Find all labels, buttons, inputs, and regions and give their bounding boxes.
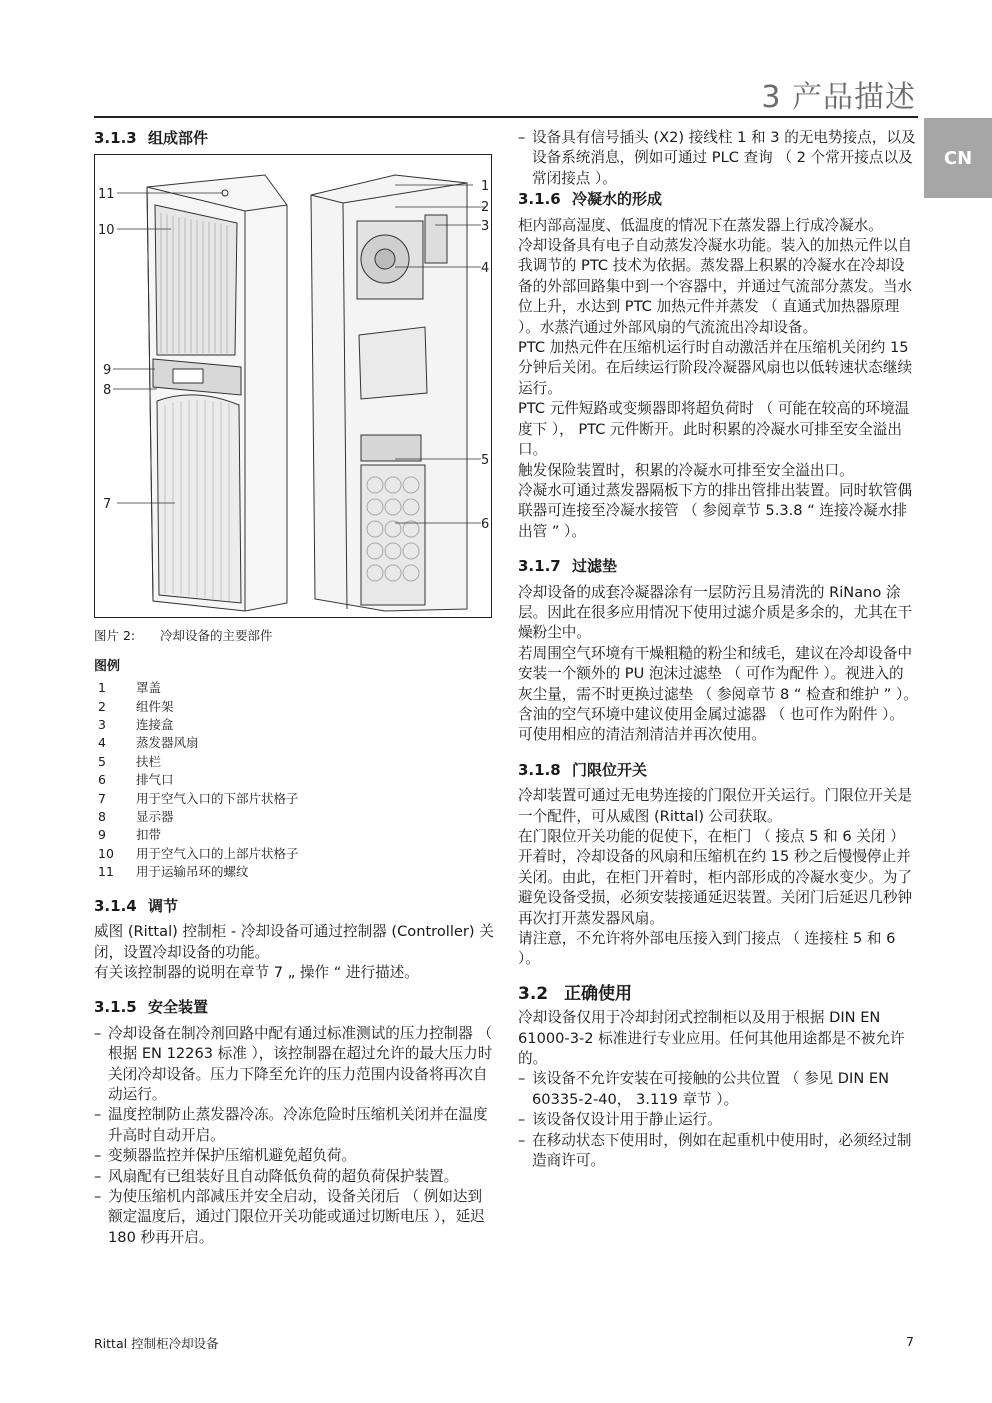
list-item: – 在移动状态下使用时，例如在起重机中使用时，必须经过制造商许可。 — [518, 1131, 918, 1172]
list-item: – 设备具有信号插头 (X2) 接线柱 1 和 3 的无电势接点，以及设备系统消息，例如可通过 PLC 查询 （ 2 个常开接点以及常闭接点 ）。 — [518, 128, 918, 189]
safety-list-continued — [518, 128, 918, 189]
section-heading-3-1-5: 3.1.5 安全装置 — [94, 998, 209, 1017]
header-rule — [94, 116, 918, 118]
cooling-unit-illustration — [95, 155, 491, 617]
section-heading-3-1-3: 3.1.3 组成部件 — [94, 129, 209, 147]
section-3-1-6 — [518, 189, 918, 542]
callout-2: 2 — [481, 200, 490, 216]
list-item: – 变频器监控并保护压缩机避免超负荷。 — [94, 1146, 496, 1166]
list-item: – 为使压缩机内部减压并安全启动，设备关闭后 （ 例如达到额定温度后，通过门限位开关功能或通过切断电压 ），延迟 180 秒再开启。 — [94, 1187, 496, 1248]
section-3-1-4 — [94, 896, 496, 984]
callout-8: 8 — [103, 383, 112, 399]
page-header-title: 3 产品描述 — [761, 80, 916, 115]
front-unit-drawing — [147, 175, 287, 611]
legend-list — [94, 679, 496, 881]
paragraph: 冷却设备具有电子自动蒸发冷凝水功能。装入的加热元件以自我调节的 PTC 技术为依据。蒸发器上积累的冷凝水在冷却设备的外部回路集中到一个容器中，并通过气流部分蒸发。当水位上升，水达到 PTC 加热元件并蒸发 （ 直通式加热器原理 ）。水蒸汽通过外部风扇的气流流出冷却设备。 — [518, 237, 913, 336]
list-item: – 该设备仅设计用于静止运行。 — [518, 1110, 918, 1130]
footer-title: Rittal 控制柜冷却设备 — [94, 1336, 219, 1351]
legend-item: 8 显示器 — [98, 809, 174, 825]
section-heading-3-1-4: 3.1.4 调节 — [94, 896, 179, 915]
paragraph: 请注意，不允许将外部电压接入到门接点 （ 连接柱 5 和 6 ）。 — [518, 930, 896, 968]
legend-item: 9 扣带 — [98, 827, 162, 843]
legend-item: 3 连接盒 — [98, 717, 174, 733]
right-column — [518, 128, 918, 1186]
paragraph: 有关该控制器的说明在章节 7 „ 操作 “ 进行描述。 — [94, 963, 419, 981]
usage-list — [518, 1069, 918, 1171]
language-tab: CN — [924, 118, 992, 198]
legend-title: 图例 — [94, 658, 121, 674]
paragraph: PTC 元件短路或变频器即将超负荷时 （ 可能在较高的环境温度下 ）， PTC 元件断开。此时积累的冷凝水可排至安全溢出口。 — [518, 400, 910, 459]
list-item: – 该设备不允许安装在可接触的公共位置 （ 参见 DIN EN 60335-2-40， 3.119 章节 ）。 — [518, 1069, 918, 1110]
list-item: – 冷却设备在制冷剂回路中配有通过标准测试的压力控制器 （ 根据 EN 12263 标准 ），该控制器在超过允许的最大压力时关闭冷却设备。压力下降至允许的压力范围内设备将再次自动运行。 — [94, 1024, 496, 1106]
legend-item: 6 排气口 — [98, 772, 174, 788]
callout-1: 1 — [481, 179, 490, 195]
paragraph: 冷却设备的成套冷凝器涂有一层防污且易清洗的 RiNano 涂层。因此在很多应用情况下使用过滤介质是多余的，尤其在干燥粉尘中。 — [518, 583, 913, 642]
paragraph: 在门限位开关功能的促使下，在柜门 （ 接点 5 和 6 关闭 ）开着时，冷却设备的风扇和压缩机在约 15 秒之后慢慢停止并关闭。由此，在柜门开着时，柜内部形成的冷凝水变少。为了避免设备受损，必须安装接通延迟装置。关闭门后延迟几秒钟再次打开蒸发器风扇。 — [518, 828, 913, 927]
callout-5: 5 — [481, 453, 490, 469]
section-heading-3-1-6: 3.1.6 冷凝水的形成 — [518, 190, 663, 209]
list-item: – 温度控制防止蒸发器冷冻。冷冻危险时压缩机关闭并在温度升高时自动开启。 — [94, 1105, 496, 1146]
legend-item: 7 用于空气入口的下部片状格子 — [98, 790, 299, 806]
page-number: 7 — [906, 1334, 914, 1349]
section-3-1-8 — [518, 760, 918, 970]
section-3-1-7 — [518, 556, 918, 746]
callout-9: 9 — [103, 363, 112, 379]
paragraph: PTC 加热元件在压缩机运行时自动激活并在压缩机关闭约 15 分钟后关闭。在后续运行阶段冷凝器风扇也以低转速状态继续运行。 — [518, 339, 913, 397]
paragraph: 冷却装置可通过无电势连接的门限位开关运行。门限位开关是一个配件，可从威图 (Rittal) 公司获取。 — [518, 787, 913, 825]
callout-7: 7 — [103, 497, 112, 513]
legend-item: 11 用于运输吊环的螺纹 — [98, 864, 249, 880]
paragraph: 含油的空气环境中建议使用金属过滤器 （ 也可作为附件 ）。可使用相应的清洁剂清洁并再次使用。 — [518, 705, 905, 744]
figure-caption: 图片 2: 冷却设备的主要部件 — [94, 628, 273, 644]
legend-item: 10 用于空气入口的上部片状格子 — [98, 845, 299, 861]
legend-item: 4 蒸发器风扇 — [98, 735, 199, 751]
paragraph: 冷却设备仅用于冷却封闭式控制柜以及用于根据 DIN EN 61000-3-2 标准进行专业应用。任何其他用途都是不被允许的。 — [518, 1009, 905, 1068]
left-column — [94, 128, 496, 1262]
figure-cooling-unit — [94, 154, 492, 618]
section-heading-3-1-7: 3.1.7 过滤垫 — [518, 557, 618, 576]
callout-3: 3 — [481, 219, 490, 235]
section-heading-3-2: 3.2 正确使用 — [518, 983, 632, 1004]
paragraph: 若周围空气环境有干燥粗糙的粉尘和绒毛，建议在冷却设备中安装一个额外的 PU 泡沫过滤垫 （ 可作为配件 ）。视进入的灰尘量，需不时更换过滤垫 （ 参阅章节 8 “ 检查和维护 ” ）。 — [518, 644, 918, 703]
paragraph: 冷凝水可通过蒸发器隔板下方的排出管排出装置。同时软管偶联器可连接至冷凝水接管 （ 参阅章节 5.3.8 “ 连接冷凝水排出管 ” ）。 — [518, 481, 913, 540]
section-3-1-5 — [94, 997, 496, 1248]
legend-item: 1 罩盖 — [98, 680, 162, 696]
callout-11: 11 — [98, 187, 115, 203]
safety-list — [94, 1024, 496, 1248]
section-3-2 — [518, 984, 918, 1172]
paragraph: 触发保险装置时，积累的冷凝水可排至安全溢出口。 — [518, 461, 854, 479]
legend-item: 5 扶栏 — [98, 753, 162, 769]
callout-10: 10 — [98, 223, 115, 239]
rear-unit-drawing — [311, 175, 467, 611]
paragraph: 威图 (Rittal) 控制柜 - 冷却设备可通过控制器 (Controller) 关闭，设置冷却设备的功能。 — [94, 923, 494, 961]
legend-item: 2 组件架 — [98, 698, 174, 714]
list-item: – 风扇配有已组装好且自动降低负荷的超负荷保护装置。 — [94, 1167, 496, 1187]
paragraph: 柜内部高湿度、低温度的情况下在蒸发器上行成冷凝水。 — [518, 216, 883, 234]
callout-6: 6 — [481, 517, 490, 533]
section-heading-3-1-8: 3.1.8 门限位开关 — [518, 760, 648, 779]
callout-4: 4 — [481, 261, 490, 277]
